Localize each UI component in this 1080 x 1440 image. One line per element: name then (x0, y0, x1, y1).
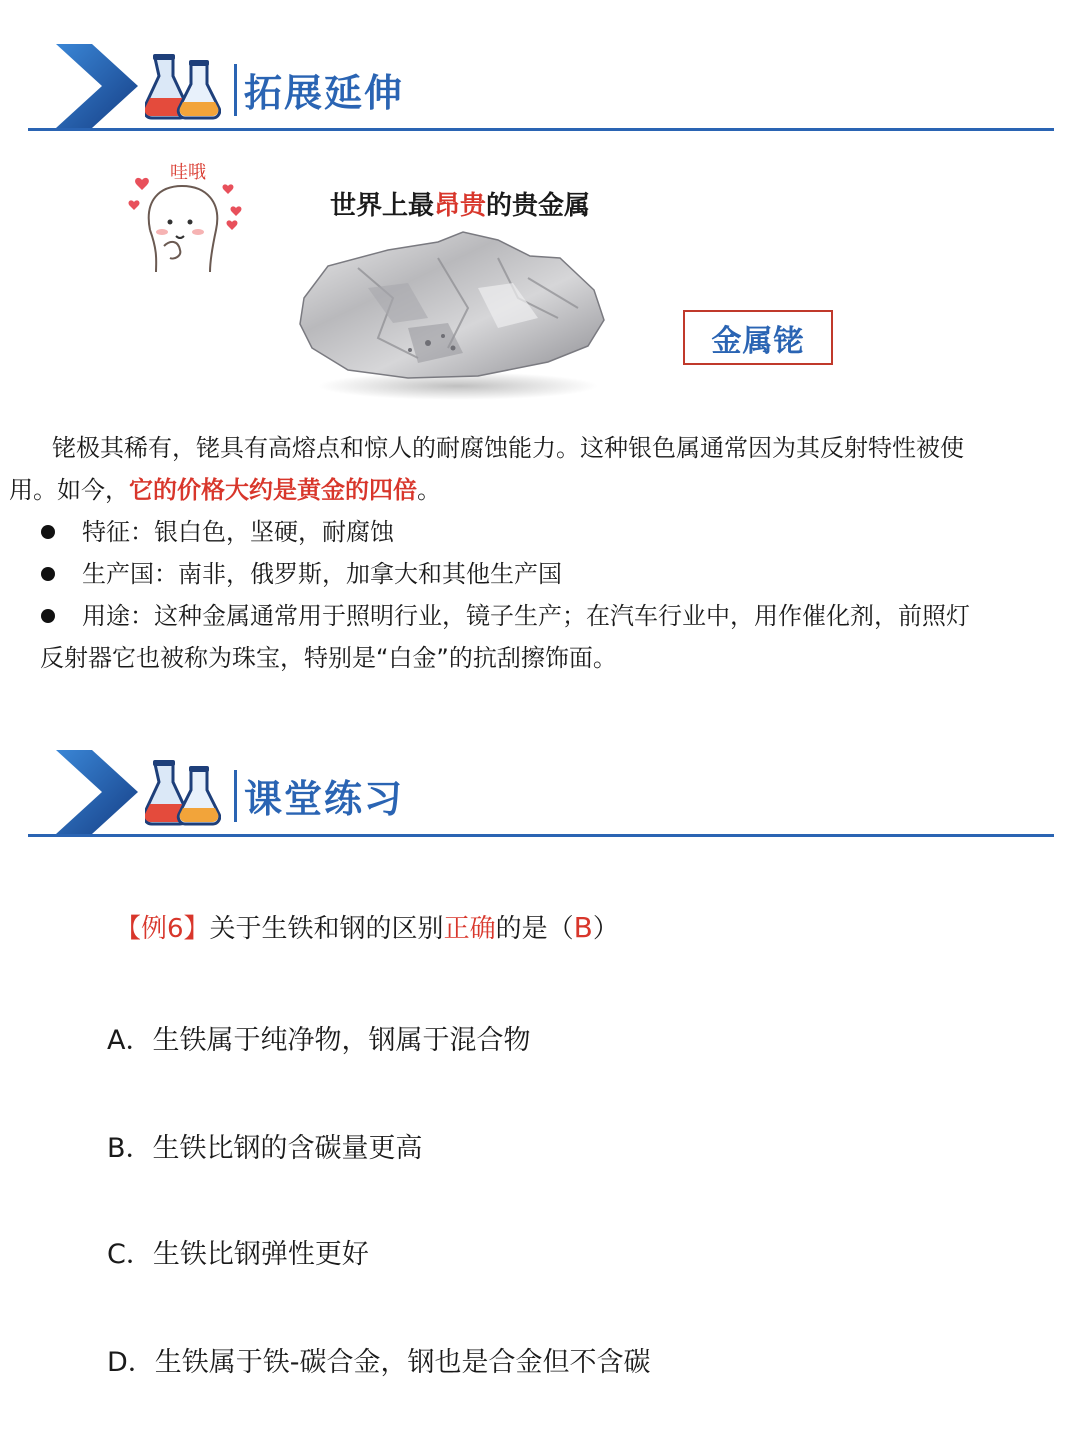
paragraph-line-1-wrap (0, 428, 1056, 470)
header-divider (234, 64, 237, 116)
headline-part2: 的贵金属 (486, 191, 591, 221)
cartoon-caption: 哇哦 (170, 162, 206, 183)
bullet-text-1: 特征：银白色，坚硬，耐腐蚀 (82, 518, 394, 546)
paragraph-line-2-wrap (0, 470, 1056, 512)
bullet-row-3 (0, 596, 1056, 638)
question-stem (115, 908, 619, 945)
paragraph-highlight: 它的价格大约是黄金的四倍 (129, 476, 417, 504)
bullet-row-1 (0, 512, 1056, 554)
headline (330, 185, 590, 222)
option-b[interactable]: B．生铁比钢的含碳量更高 (107, 1133, 423, 1164)
headline-highlight: 昂贵 (434, 191, 487, 221)
paragraph-line-2 (9, 470, 441, 510)
section-header-practice (0, 748, 1080, 848)
bullet-row-3-continued (0, 638, 1056, 680)
option-c[interactable]: C．生铁比钢弹性更好 (107, 1239, 369, 1270)
section-title: 课堂练习 (244, 777, 405, 821)
bullet-text-2: 生产国：南非，俄罗斯，加拿大和其他生产国 (82, 560, 562, 588)
section-title: 拓展延伸 (244, 71, 405, 115)
answer-mark: B (573, 911, 593, 944)
section-rule (28, 128, 1054, 131)
section-header-extension (0, 42, 1080, 142)
question-text-1: 关于生铁和钢的区别 (209, 914, 444, 944)
question-number: 【例6】 (115, 914, 210, 944)
chevron-arrow-icon (52, 42, 142, 130)
paragraph-line-2-prefix: 用。如今， (9, 476, 129, 504)
flask-icon (145, 54, 221, 122)
paragraph-line-1: 铑极其稀有，铑具有高熔点和惊人的耐腐蚀能力。这种银色属通常因为其反射特性被使 (52, 434, 964, 462)
headline-part1: 世界上最 (330, 191, 435, 221)
chevron-arrow-icon (52, 748, 142, 836)
bullet-text-3: 用途：这种金属通常用于照明行业，镜子生产；在汽车行业中，用作催化剂，前照灯 (82, 602, 970, 630)
bullet-text-3-continued: 反射器它也被称为珠宝，特别是“白金”的抗刮擦饰面。 (40, 644, 617, 672)
paragraph-line-2-suffix: 。 (417, 476, 441, 504)
question-text-2: 的是（ (495, 914, 574, 944)
section-rule (28, 834, 1054, 837)
header-divider (234, 770, 237, 822)
metal-name-label: 金属铑 (683, 310, 833, 365)
bullet-row-2 (0, 554, 1056, 596)
question-close: ） (592, 914, 619, 944)
cartoon-character-icon (120, 150, 250, 275)
option-a[interactable]: A．生铁属于纯净物，钢属于混合物 (107, 1025, 531, 1056)
question-highlight: 正确 (443, 914, 496, 944)
metal-nugget-image (298, 228, 608, 403)
option-d[interactable]: D．生铁属于铁-碳合金，钢也是合金但不含碳 (107, 1347, 651, 1378)
flask-icon (145, 760, 221, 828)
